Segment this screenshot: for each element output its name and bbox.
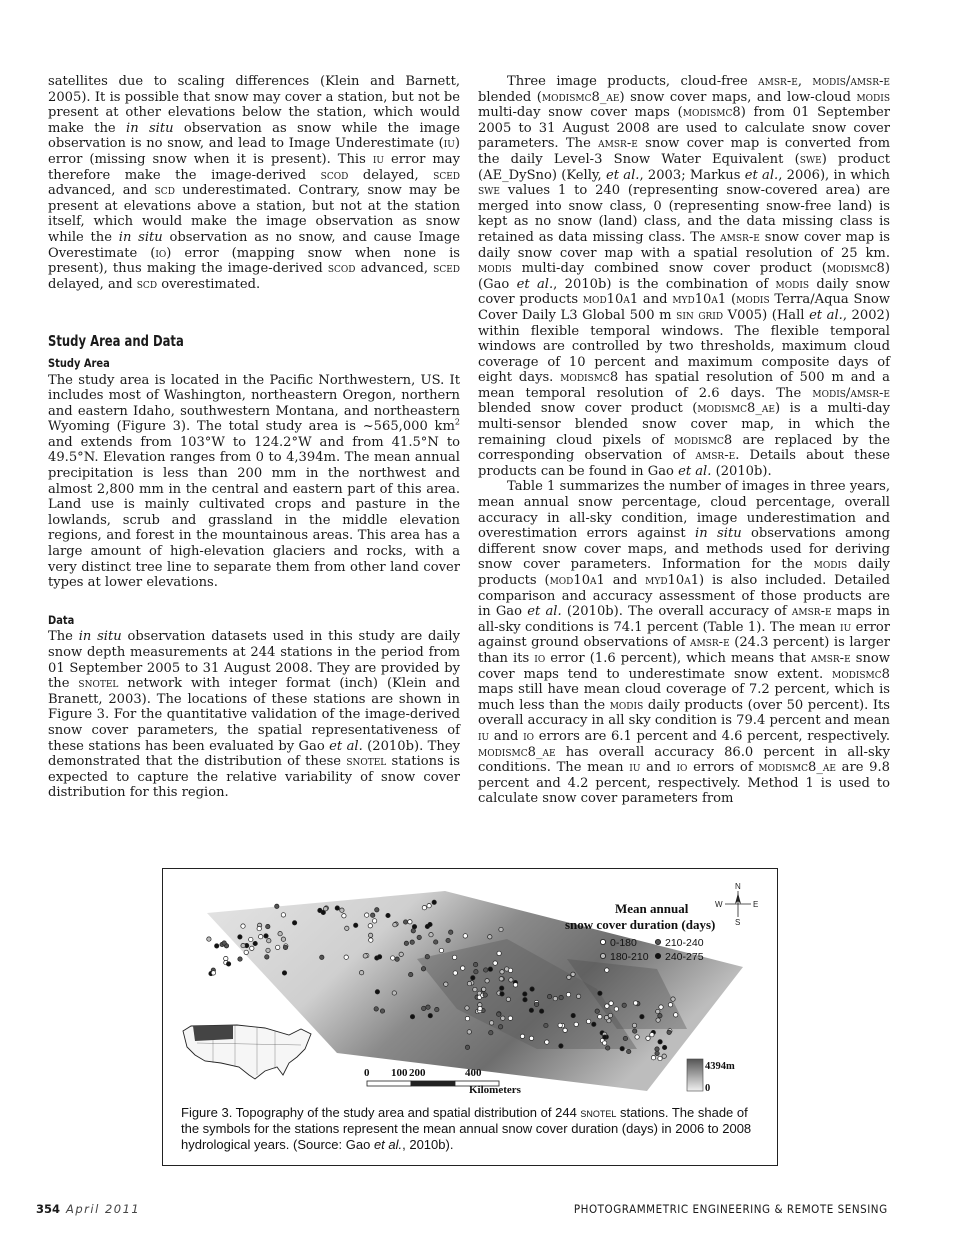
station-marker bbox=[429, 933, 433, 937]
paragraph: The in situ observation datasets used in this study are daily snow depth measurements at 244 stations in the period from 01 September 2005 to 31 August 2008. They are provided by the snotel network with integer format (inch) (Klein and Branett, 2003). The locations of these stations are shown in Figure 3. For the quantitative validation of the image-derived snow cover parameters, the spatial representativeness of these stations has been evaluated by Gao et al. (2010b). They demonstrated that the distribution of these snotel stations is expected to capture the relative variability of snow cover distribution for this region. bbox=[48, 629, 461, 801]
station-marker bbox=[444, 982, 448, 986]
station-marker bbox=[650, 1033, 654, 1037]
legend-item: 0-180 bbox=[610, 937, 637, 949]
station-marker bbox=[595, 1009, 599, 1013]
station-marker bbox=[545, 1040, 549, 1044]
station-marker bbox=[345, 926, 349, 930]
station-marker bbox=[393, 923, 397, 927]
elevation-min: 0 bbox=[705, 1083, 711, 1094]
station-marker bbox=[489, 1021, 493, 1025]
station-marker bbox=[335, 906, 339, 910]
station-marker bbox=[241, 943, 245, 947]
station-marker bbox=[375, 908, 379, 912]
station-marker bbox=[368, 924, 372, 928]
station-marker bbox=[434, 940, 438, 944]
station-marker bbox=[482, 987, 486, 991]
station-marker bbox=[283, 945, 287, 949]
station-marker bbox=[281, 913, 285, 917]
legend-title: Mean annual bbox=[615, 901, 689, 916]
scale-label: 100 bbox=[391, 1067, 408, 1079]
station-marker bbox=[435, 1007, 439, 1011]
station-marker bbox=[506, 997, 510, 1001]
station-marker bbox=[425, 955, 429, 959]
station-marker bbox=[395, 957, 399, 961]
station-marker bbox=[632, 1023, 636, 1027]
station-marker bbox=[651, 1056, 655, 1060]
topography-map bbox=[177, 879, 765, 1101]
station-marker bbox=[471, 976, 475, 980]
station-marker bbox=[422, 1006, 426, 1010]
station-marker bbox=[282, 971, 286, 975]
station-marker bbox=[404, 941, 408, 945]
station-marker bbox=[509, 978, 513, 982]
station-marker bbox=[266, 948, 270, 952]
station-marker bbox=[264, 934, 268, 938]
station-marker bbox=[473, 962, 477, 966]
compass-e: E bbox=[753, 900, 759, 909]
station-marker bbox=[446, 938, 450, 942]
station-marker bbox=[656, 1009, 660, 1013]
station-marker bbox=[501, 1016, 505, 1020]
station-marker bbox=[668, 1003, 672, 1007]
elevation-max: 4394m bbox=[705, 1061, 735, 1072]
station-marker bbox=[432, 900, 436, 904]
station-marker bbox=[365, 913, 369, 917]
station-marker bbox=[493, 961, 497, 965]
station-marker bbox=[392, 991, 396, 995]
station-marker bbox=[566, 992, 570, 996]
station-marker bbox=[505, 967, 509, 971]
station-marker bbox=[656, 1018, 660, 1022]
station-marker bbox=[409, 972, 413, 976]
station-marker bbox=[421, 967, 425, 971]
station-marker bbox=[244, 950, 248, 954]
station-marker bbox=[449, 930, 453, 934]
legend-marker-180-210 bbox=[600, 953, 605, 958]
station-marker bbox=[539, 1009, 543, 1013]
station-marker bbox=[226, 962, 230, 966]
station-marker bbox=[380, 1009, 384, 1013]
station-marker bbox=[571, 1013, 575, 1017]
legend-item: 180-210 bbox=[610, 951, 649, 963]
journal-name: PHOTOGRAMMETRIC ENGINEERING & REMOTE SENSING bbox=[574, 1202, 888, 1216]
station-marker bbox=[278, 932, 282, 936]
station-marker bbox=[547, 994, 551, 998]
station-marker bbox=[417, 935, 421, 939]
page-number: 354 bbox=[36, 1202, 61, 1216]
station-marker bbox=[428, 1014, 432, 1018]
station-marker bbox=[403, 920, 407, 924]
station-marker bbox=[658, 1040, 662, 1044]
station-marker bbox=[497, 1012, 501, 1016]
station-marker bbox=[241, 924, 245, 928]
station-marker bbox=[363, 954, 367, 958]
station-marker bbox=[485, 979, 489, 983]
station-marker bbox=[375, 990, 379, 994]
issue-date: April 2011 bbox=[66, 1202, 141, 1216]
station-marker bbox=[592, 1022, 596, 1026]
paragraph: satellites due to scaling differences (Klein and Barnett, 2005). It is possible that snow may cover a station, but not be present at other elevations below the station, which would make the in situ observation as snow while the image observation is no snow, and lead to Image Underestimate (iu) error (missing snow when it is present). This iu error may therefore make the image-derived scod delayed, sced advanced, and scd underestimated. Contrary, snow may be present at elevations above a station, but not at the station itself, which would make the image observation as snow while the in situ observation as no snow, and cause Image Overestimate (io) error (mapping snow when none is present), thus making the image-derived scod advanced, sced delayed, and scd overestimated. bbox=[48, 74, 461, 292]
station-marker bbox=[399, 952, 403, 956]
station-marker bbox=[622, 1003, 626, 1007]
station-marker bbox=[266, 924, 270, 928]
station-marker bbox=[633, 1001, 637, 1005]
station-marker bbox=[655, 1051, 659, 1055]
station-marker bbox=[530, 987, 534, 991]
station-marker bbox=[544, 1023, 548, 1027]
station-marker bbox=[426, 1005, 430, 1009]
station-marker bbox=[667, 1030, 671, 1034]
station-marker bbox=[465, 1006, 469, 1010]
station-marker bbox=[559, 1044, 563, 1048]
station-marker bbox=[259, 935, 263, 939]
station-marker bbox=[497, 951, 501, 955]
station-marker bbox=[238, 935, 242, 939]
legend-marker-240-275 bbox=[655, 953, 660, 958]
station-marker bbox=[473, 987, 477, 991]
paragraph: Three image products, cloud-free amsr-e, modis/amsr-e blended (modismc8_ae) snow cover maps, and low-cloud modis multi-day snow cover maps (modismc8) from 01 September 2005 to 31 August 2008 are used to calculate snow cover parameters. The amsr-e snow cover map is converted from the daily Level-3 Snow Water Equivalent (swe) product (AE_DySno) (Kelly, et al., 2003; Markus et al., 2006), in which swe values 1 to 240 (representing snow-covered area) are merged into snow class, 0 (representing snow-free land) is kept as no snow (land) class, and the data missing class is retained as data missing class. The amsr-e snow cover map is daily snow cover map with a spatial resolution of 25 km. modis multi-day combined snow cover product (modismc8) (Gao et al., 2010b) is the combination of modis daily snow cover products mod10a1 and myd10a1 (modis Terra/Aqua Snow Cover Daily L3 Global 500 m sin grid V005) (Hall et al., 2002) within flexible temporal windows. The flexible temporal windows are controlled by two thresholds, maximum cloud coverage of 10 percent and maximum composite days of eight days. modismc8 has spatial resolution of 500 m and a mean temporal resolution of 2.6 days. The modis/amsr-e blended snow cover product (modismc8_ae) is a multi-day multi-sensor blended snow cover map, in which the remaining cloud pixels of modismc8 are replaced by the corresponding observation of amsr-e. Details about these products can be found in Gao et al. (2010b). bbox=[478, 74, 891, 479]
paragraph: Table 1 summarizes the number of images in three years, mean annual snow percentage, cloud percentage, overall accuracy in all-sky condition, image underestimation and overestimation errors against in situ observations among different snow cover maps, and methods used for deriving snow cover parameters. Information for the modis daily products (mod10a1 and myd10a1) is also included. Detailed comparison and accuracy assessment of those products are in Gao et al. (2010b). The overall accuracy of amsr-e maps in all-sky conditions is 74.1 percent (Table 1). The mean iu error against ground observations of amsr-e (24.3 percent) is larger than its io error (1.6 percent), which means that amsr-e snow cover maps tend to underestimate snow extent. modismc8 maps still have mean cloud coverage of 7.2 percent, which is much less than the modis daily products (over 50 percent). Its overall accuracy in all sky condition is 79.4 percent and mean iu and io errors are 6.1 percent and 4.6 percent, respectively. modismc8_ae has overall accuracy 86.0 percent in all-sky conditions. The mean iu and io errors of modismc8_ae are 9.8 percent and 4.2 percent, respectively. Method 1 is used to calculate snow cover parameters from bbox=[478, 479, 891, 807]
station-marker bbox=[500, 986, 504, 990]
station-marker bbox=[488, 935, 492, 939]
station-marker bbox=[478, 1006, 482, 1010]
station-marker bbox=[627, 1049, 631, 1053]
station-marker bbox=[635, 1035, 639, 1039]
station-marker bbox=[655, 1047, 659, 1051]
station-marker bbox=[377, 955, 381, 959]
station-marker bbox=[614, 1007, 618, 1011]
station-marker bbox=[603, 1035, 607, 1039]
legend-item: 210-240 bbox=[665, 937, 704, 949]
station-marker bbox=[344, 955, 348, 959]
station-marker bbox=[428, 922, 432, 926]
station-marker bbox=[465, 1016, 469, 1020]
station-marker bbox=[250, 946, 254, 950]
station-marker bbox=[529, 1036, 533, 1040]
station-marker bbox=[605, 1004, 609, 1008]
station-marker bbox=[558, 1023, 562, 1027]
station-marker bbox=[602, 1041, 606, 1045]
figure-caption: Figure 3. Topography of the study area and spatial distribution of 244 snotel stations. The shade of the symbols for the stations represent the mean annual snow cover duration (days) in 2006 to 2008 hydrological years. (Source: Gao et al., 2010b). bbox=[181, 1105, 752, 1152]
paragraph: The study area is located in the Pacific Northwestern, US. It includes most of Washington, northeastern Oregon, northern and eastern Idaho, southwestern Montana, and northeastern Wyoming (Figure 3). The total study area is ~565,000 $km^2$ and extends from 103°W to 124.2°W and from 41.5°N to 49.5°N. Elevation ranges from 0 to 4,394m. The mean annual precipitation is less than 200 mm in the northwest and almost 2,800 mm in the central and eastern part of this area. Land use is mainly cultivated crops and pasture in the lowlands, scrub and grassland in the middle elevation regions, and forest in the mountainous areas. This area has a large amount of high-elevation glaciers and rocks, with a very distinct tree line to separate them from other land cover types at lower elevations. bbox=[48, 372, 460, 591]
station-marker bbox=[461, 966, 465, 970]
station-marker bbox=[215, 944, 219, 948]
station-marker bbox=[598, 1015, 602, 1019]
station-marker bbox=[408, 920, 412, 924]
station-marker bbox=[499, 977, 503, 981]
station-marker bbox=[620, 1047, 624, 1051]
station-marker bbox=[340, 908, 344, 912]
scale-label: 400 bbox=[465, 1067, 482, 1079]
station-marker bbox=[320, 955, 324, 959]
station-marker bbox=[267, 939, 271, 943]
station-marker bbox=[483, 993, 487, 997]
station-marker bbox=[453, 971, 457, 975]
station-marker bbox=[368, 933, 372, 937]
station-marker bbox=[567, 975, 571, 979]
station-marker bbox=[359, 971, 363, 975]
station-marker bbox=[520, 1034, 524, 1038]
station-marker bbox=[500, 970, 504, 974]
compass-w: W bbox=[715, 900, 723, 909]
station-marker bbox=[500, 992, 504, 996]
station-marker bbox=[484, 968, 488, 972]
station-marker bbox=[523, 998, 527, 1002]
station-marker bbox=[563, 1028, 567, 1032]
legend-marker-210-240 bbox=[655, 939, 660, 944]
station-marker bbox=[659, 1005, 663, 1009]
station-marker bbox=[529, 1008, 533, 1012]
station-marker bbox=[467, 1030, 471, 1034]
station-marker bbox=[323, 907, 327, 911]
station-marker bbox=[275, 904, 279, 908]
station-marker bbox=[265, 955, 269, 959]
station-marker bbox=[342, 914, 346, 918]
subsection-heading: Study Area bbox=[48, 355, 110, 370]
study-area-highlight bbox=[193, 1025, 233, 1041]
station-marker bbox=[276, 945, 280, 949]
station-marker bbox=[623, 1036, 627, 1040]
compass-s: S bbox=[735, 918, 741, 927]
station-marker bbox=[662, 1054, 666, 1058]
scale-label: 0 bbox=[364, 1067, 370, 1079]
station-marker bbox=[576, 994, 580, 998]
station-marker bbox=[391, 956, 395, 960]
station-marker bbox=[609, 1001, 613, 1005]
station-marker bbox=[633, 1029, 637, 1033]
station-marker bbox=[427, 904, 431, 908]
station-marker bbox=[410, 1015, 414, 1019]
station-marker bbox=[410, 940, 414, 944]
station-marker bbox=[489, 1031, 493, 1035]
station-marker bbox=[253, 941, 257, 945]
station-marker bbox=[452, 955, 456, 959]
station-marker bbox=[523, 992, 527, 996]
station-marker bbox=[439, 948, 443, 952]
station-marker bbox=[658, 1014, 662, 1018]
page-footer bbox=[36, 1202, 896, 1220]
station-marker bbox=[222, 941, 226, 945]
figure-3 bbox=[162, 868, 778, 1166]
station-marker bbox=[238, 957, 242, 961]
station-marker bbox=[662, 1045, 666, 1049]
legend-item: 240-275 bbox=[665, 951, 704, 963]
station-marker bbox=[412, 925, 416, 929]
station-marker bbox=[386, 913, 390, 917]
station-marker bbox=[571, 972, 575, 976]
station-marker bbox=[474, 970, 478, 974]
station-marker bbox=[463, 934, 467, 938]
station-marker bbox=[674, 1013, 678, 1017]
compass-icon bbox=[715, 882, 758, 927]
station-marker bbox=[671, 997, 675, 1001]
station-marker bbox=[488, 967, 492, 971]
right-column bbox=[478, 74, 890, 807]
station-marker bbox=[604, 1015, 608, 1019]
station-marker bbox=[372, 919, 376, 923]
compass-n: N bbox=[735, 882, 741, 891]
station-marker bbox=[553, 996, 557, 1000]
subsection-heading: Data bbox=[48, 612, 75, 627]
station-marker bbox=[465, 1045, 469, 1049]
station-marker bbox=[422, 906, 426, 910]
station-marker bbox=[605, 968, 609, 972]
station-marker bbox=[640, 1015, 644, 1019]
station-marker bbox=[354, 923, 358, 927]
station-marker bbox=[606, 1046, 610, 1050]
station-marker bbox=[499, 927, 503, 931]
scale-unit: Kilometers bbox=[469, 1084, 521, 1096]
station-marker bbox=[369, 938, 373, 942]
legend-marker-0-180 bbox=[600, 939, 605, 944]
station-marker bbox=[598, 991, 602, 995]
station-marker bbox=[508, 1016, 512, 1020]
station-marker bbox=[292, 921, 296, 925]
elevation-legend bbox=[687, 1059, 735, 1094]
station-marker bbox=[658, 1056, 662, 1060]
station-marker bbox=[498, 1025, 502, 1029]
station-marker bbox=[207, 937, 211, 941]
station-marker bbox=[411, 929, 415, 933]
station-marker bbox=[371, 913, 375, 917]
scale-label: 200 bbox=[409, 1067, 426, 1079]
station-marker bbox=[513, 983, 517, 987]
left-column bbox=[48, 74, 460, 801]
station-marker bbox=[574, 1022, 578, 1026]
legend-subtitle: snow cover duration (days) bbox=[565, 917, 716, 932]
station-marker bbox=[559, 995, 563, 999]
station-marker bbox=[467, 981, 471, 985]
section-heading: Study Area and Data bbox=[48, 332, 184, 351]
station-marker bbox=[374, 1007, 378, 1011]
us-inset-map bbox=[183, 1025, 311, 1079]
station-marker bbox=[249, 937, 253, 941]
station-marker bbox=[534, 1002, 538, 1006]
station-marker bbox=[646, 1036, 650, 1040]
station-marker bbox=[281, 937, 285, 941]
station-marker bbox=[586, 1019, 590, 1023]
station-marker bbox=[257, 926, 261, 930]
station-marker bbox=[211, 971, 215, 975]
